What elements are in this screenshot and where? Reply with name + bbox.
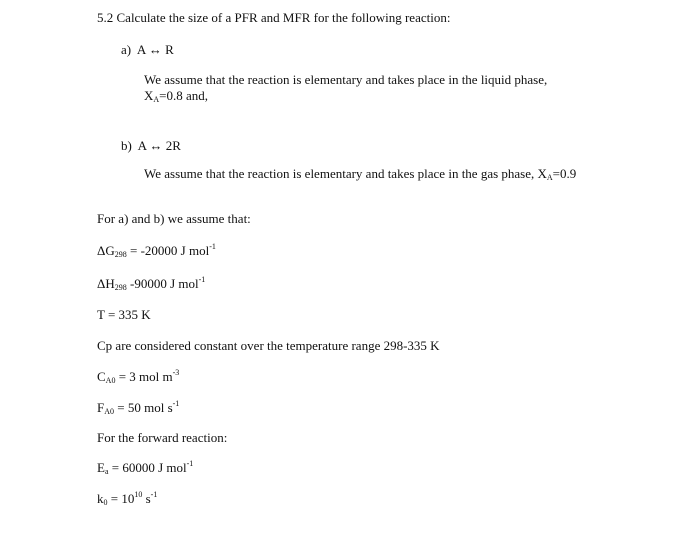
part-a-reaction: A ↔ R	[136, 42, 174, 57]
delta-h-value: -90000 J mol	[126, 276, 199, 291]
part-b-conversion-subscript: A	[546, 173, 553, 182]
delta-h-line	[97, 276, 205, 292]
fa0-exponent: -1	[172, 399, 180, 408]
ea-value: = 60000 J mol	[108, 460, 187, 475]
ea-symbol: E	[97, 460, 105, 475]
ca0-line	[97, 369, 179, 385]
k0-line	[97, 491, 157, 507]
k0-unit-exponent: -1	[150, 490, 158, 499]
fa0-line	[97, 400, 179, 416]
k0-power: 10	[134, 490, 143, 499]
k0-value: = 10	[107, 491, 135, 506]
k0-unit: s	[142, 491, 151, 506]
ea-line	[97, 460, 193, 476]
delta-h-exponent: -1	[198, 275, 206, 284]
ca0-subscript: A0	[105, 376, 116, 385]
ca0-symbol: C	[97, 369, 106, 384]
ea-exponent: -1	[186, 459, 194, 468]
part-b-assumption	[144, 166, 576, 182]
part-b-reaction: A ↔ 2R	[137, 138, 181, 153]
temperature-line: T = 335 K	[97, 307, 151, 322]
fa0-symbol: F	[97, 400, 105, 415]
conversion-subscript: A	[153, 95, 160, 104]
conversion-value: =0.8 and,	[159, 88, 209, 103]
delta-h-symbol: ΔH	[97, 276, 115, 291]
k0-symbol: k	[97, 491, 104, 506]
ca0-value: = 3 mol m	[115, 369, 173, 384]
part-b-assumption-text: We assume that the reaction is elementary and takes place in the gas phase, X	[144, 166, 547, 181]
part-b-heading	[121, 138, 181, 154]
fa0-subscript: A0	[104, 407, 115, 416]
ca0-exponent: -3	[172, 368, 180, 377]
conversion-symbol: X	[144, 88, 154, 103]
part-a-label: a)	[121, 42, 132, 57]
cp-note: Cp are considered constant over the temperature range 298-335 K	[97, 338, 440, 353]
delta-h-subscript: 298	[114, 283, 127, 292]
forward-reaction-intro: For the forward reaction:	[97, 430, 228, 445]
part-a-assumption: We assume that the reaction is elementary and takes place in the liquid phase,	[144, 72, 548, 87]
k0-subscript: 0	[103, 498, 108, 507]
part-a-conversion	[144, 88, 208, 104]
delta-g-line	[97, 243, 216, 259]
part-b-conversion-value: =0.9	[552, 166, 577, 181]
delta-g-symbol: ΔG	[97, 243, 115, 258]
delta-g-value: = -20000 J mol	[126, 243, 210, 258]
delta-g-exponent: -1	[209, 242, 216, 251]
delta-g-subscript: 298	[114, 250, 127, 259]
ea-subscript: a	[104, 467, 109, 476]
fa0-value: = 50 mol s	[114, 400, 173, 415]
part-b-label: b)	[121, 138, 132, 153]
problem-title: 5.2 Calculate the size of a PFR and MFR for the following reaction:	[97, 10, 451, 25]
part-a-heading	[121, 42, 174, 58]
givens-intro: For a) and b) we assume that:	[97, 211, 251, 226]
